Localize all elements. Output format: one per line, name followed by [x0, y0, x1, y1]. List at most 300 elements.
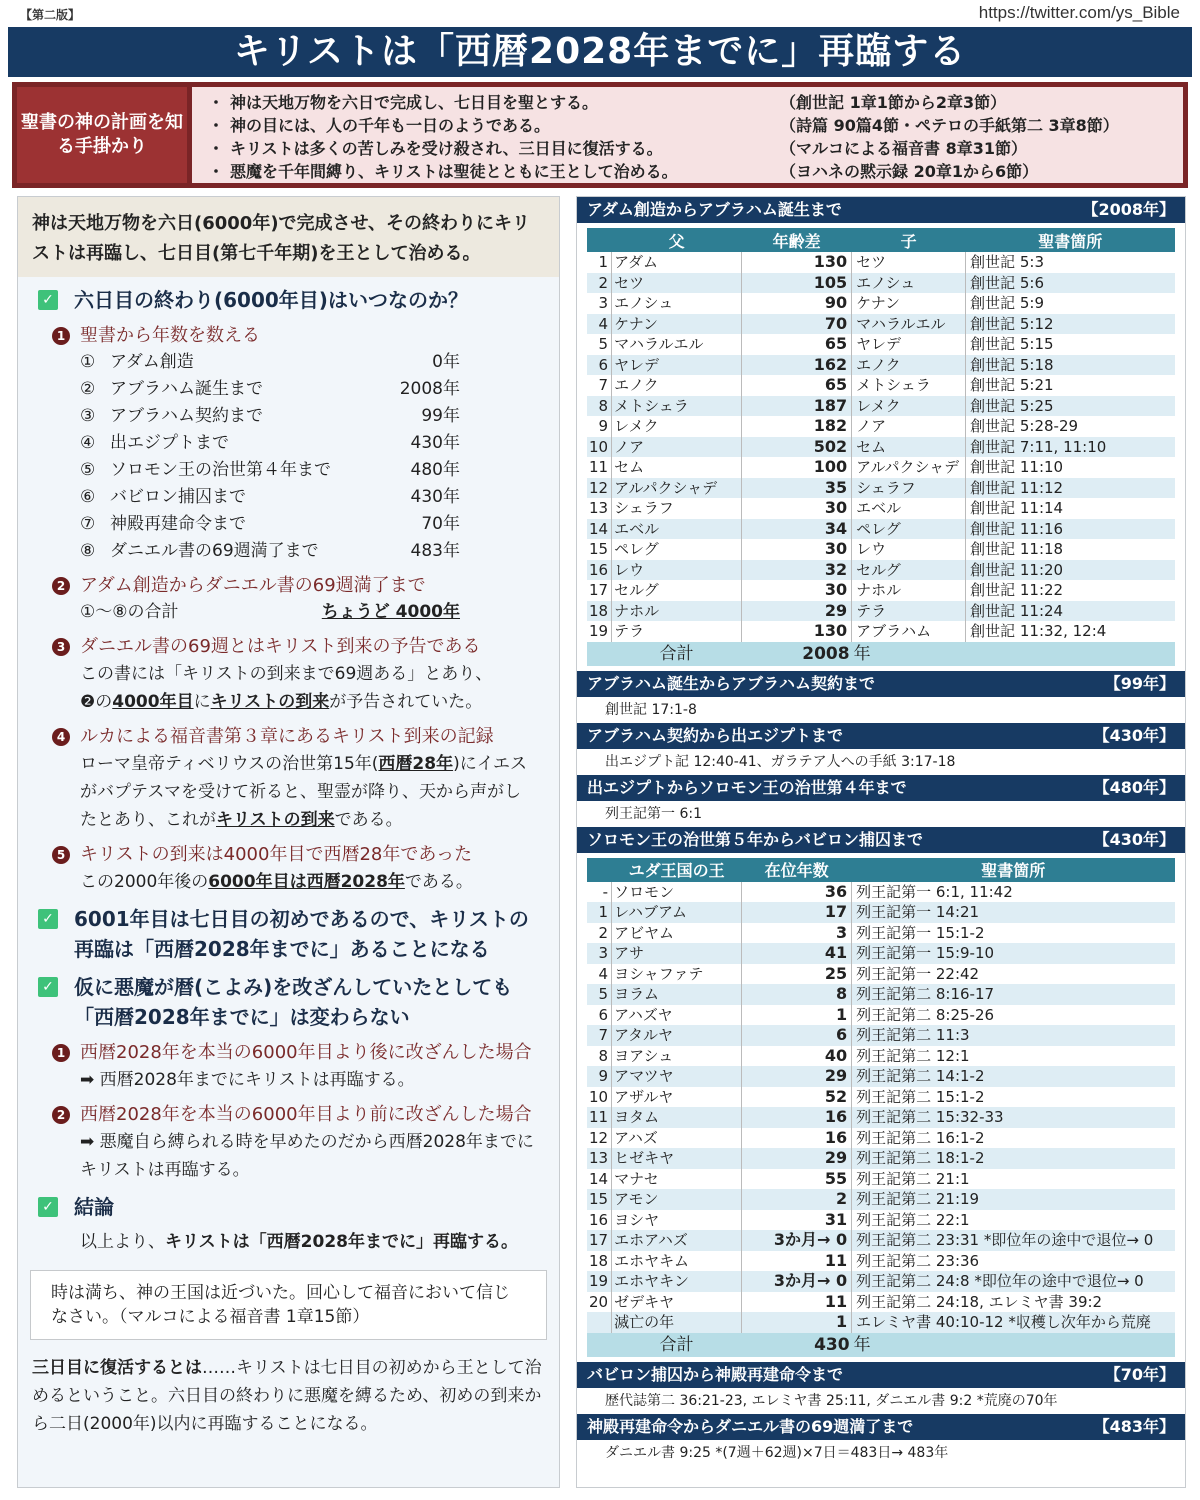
- section-header: [577, 723, 1185, 749]
- scripture-reference: 列王記第一 14:21: [852, 902, 1175, 923]
- key-point-item: [208, 137, 1167, 160]
- king-name: レハブアム: [612, 902, 742, 923]
- row-number: 4: [587, 964, 612, 985]
- age-difference: 100: [742, 457, 852, 478]
- reign-years: 17: [742, 902, 852, 923]
- section-years: 【480年】: [1093, 777, 1175, 797]
- scripture-reference: 列王記第二 15:32-33: [852, 1107, 1175, 1128]
- age-difference: 182: [742, 416, 852, 437]
- child-name: マハラルエル: [852, 314, 966, 335]
- section-reference: 歴代誌第二 36:21-23, エレミヤ書 25:11, ダニエル書 9:2 *荒廃の70年: [605, 1392, 1058, 1409]
- scripture-reference: 列王記第二 21:19: [852, 1189, 1175, 1210]
- scripture-reference: 創世記 5:12: [966, 314, 1175, 335]
- table-row: [587, 293, 1175, 314]
- row-number: [587, 1312, 612, 1333]
- king-name: 滅亡の年: [612, 1312, 742, 1333]
- father-name: ナホル: [612, 601, 742, 622]
- age-difference: 162: [742, 355, 852, 376]
- question-heading: ✓ 仮に悪魔が暦(こよみ)を改ざんしていたとしても「西暦2028年までに」は変わらない: [30, 972, 547, 1032]
- point-text: この書には「キリストの到来まで69週ある」とあり、 ❷の4000年目にキリストの到来が予告されていた。: [80, 664, 493, 712]
- conclusion-text: 以上より、キリストは「西暦2028年までに」再臨する。: [80, 1232, 518, 1252]
- row-number: 6: [587, 355, 612, 376]
- scripture-reference: 創世記 5:18: [966, 355, 1175, 376]
- king-name: アザルヤ: [614, 1087, 674, 1106]
- child-name: ノア: [852, 416, 966, 437]
- step-label: バビロン捕囚まで: [110, 487, 246, 507]
- age-difference: 29: [742, 601, 852, 622]
- point-heading: 5 キリストの到来は4000年目で西暦28年であった: [52, 842, 547, 868]
- point-heading: 4 ルカによる福音書第３章にあるキリスト到来の記録: [52, 724, 547, 750]
- step-value: 70年: [421, 514, 460, 534]
- step-label: アダム創造: [110, 352, 194, 372]
- table-row: [587, 1066, 1175, 1087]
- checkbox-icon: ✓: [38, 290, 58, 310]
- table-row: [587, 519, 1175, 540]
- year-step: [80, 376, 460, 403]
- lead-statement: 神は天地万物を六日(6000年)で完成させ、その終わりにキリストは再臨し、七日目(第七千年期)を王として治める。: [18, 197, 559, 277]
- row-number: 13: [587, 498, 612, 519]
- table-row: [587, 943, 1175, 964]
- table-header: 父: [612, 228, 742, 252]
- king-name: ヨラム: [612, 984, 742, 1005]
- scripture-reference: 創世記 5:21: [970, 376, 1054, 395]
- section-title: アダム創造からアブラハム誕生まで: [587, 200, 842, 219]
- table-row: [587, 964, 1175, 985]
- year-step: [80, 457, 460, 484]
- father-name: ペレグ: [614, 540, 659, 559]
- scripture-reference: 列王記第二 16:1-2: [856, 1128, 985, 1147]
- key-point-text: キリストは多くの苦しみを受け殺され、三日目に復活する。: [230, 139, 663, 158]
- age-difference: 130: [742, 621, 852, 642]
- father-name: ノア: [612, 437, 742, 458]
- table-row: [587, 416, 1175, 437]
- king-name: エホヤキン: [612, 1271, 742, 1292]
- section-header: [577, 671, 1185, 697]
- child-name: メトシェラ: [852, 375, 966, 396]
- scripture-reference: 創世記 5:25: [966, 396, 1175, 417]
- checkbox-icon: ✓: [38, 909, 58, 929]
- child-name: ペレグ: [852, 519, 966, 540]
- scripture-reference: 列王記第二 12:1: [856, 1046, 970, 1065]
- table-row: [587, 1087, 1175, 1108]
- father-name: エノシュ: [614, 294, 674, 313]
- scripture-reference: 列王記第二 23:36: [856, 1251, 980, 1270]
- table-row: [587, 498, 1175, 519]
- kings-table: [587, 858, 1175, 1357]
- child-name: ヤレデ: [852, 334, 966, 355]
- section-title: ソロモン王の治世第５年からバビロン捕囚まで: [587, 829, 924, 849]
- table-header: 在位年数: [742, 858, 852, 882]
- scripture-reference: 創世記 11:10: [970, 458, 1064, 477]
- age-difference: 187: [742, 396, 852, 417]
- king-name: アモン: [612, 1189, 742, 1210]
- closing-note: 三日目に復活するとは……キリストは七日目の初めから王として治めるということ。六日目の終わりに悪魔を縛るため、初めの到来から二日(2000年)以内に再臨することになる。: [32, 1358, 542, 1434]
- year-steps-list: [30, 349, 547, 565]
- table-header: 聖書箇所: [966, 228, 1175, 252]
- child-name: ナホル: [852, 580, 966, 601]
- row-number: 19: [587, 621, 612, 642]
- scripture-reference: 創世記 11:12: [966, 478, 1175, 499]
- row-number: 5: [587, 334, 612, 355]
- step-value: 430年: [410, 433, 460, 453]
- child-name: エノク: [852, 355, 966, 376]
- row-number: 3: [587, 943, 612, 964]
- scripture-reference: 列王記第一 15:1-2: [856, 923, 985, 942]
- reign-years: 8: [742, 984, 852, 1005]
- table-header: [587, 228, 612, 252]
- scripture-reference: 列王記第二 24:18, エレミヤ書 39:2: [856, 1292, 1103, 1311]
- reign-years: 36: [742, 882, 852, 903]
- section-title: アブラハム契約から出エジプトまで: [587, 725, 844, 745]
- number-5-icon: 5: [52, 846, 70, 864]
- total-label: 合計: [612, 642, 742, 666]
- scripture-reference: 創世記 11:20: [966, 560, 1175, 581]
- bullet-icon: ・: [208, 93, 225, 112]
- patriarch-table: [587, 228, 1175, 666]
- father-name: ケナン: [612, 314, 742, 335]
- scripture-reference: 創世記 11:14: [970, 499, 1064, 518]
- reign-years: 25: [742, 964, 852, 985]
- step-number: ⑥: [80, 487, 96, 507]
- total-row: [587, 642, 1175, 666]
- step-value: 2008年: [399, 379, 460, 399]
- right-column: [576, 196, 1186, 1488]
- section-title: バビロン捕囚から神殿再建命令まで: [587, 1364, 844, 1384]
- table-header: 子: [852, 228, 966, 252]
- father-name: セルグ: [614, 581, 659, 600]
- point-heading: 1 聖書から年数を数える: [52, 323, 547, 349]
- reign-years: 11: [742, 1292, 852, 1313]
- step-number: ⑤: [80, 460, 96, 480]
- year-step: [80, 484, 460, 511]
- section-years: 【483年】: [1093, 1416, 1175, 1436]
- row-number: 1: [587, 902, 612, 923]
- reign-years: 55: [742, 1169, 852, 1190]
- section-years: 【430年】: [1093, 725, 1175, 745]
- year-step: [80, 538, 460, 565]
- checkbox-icon: ✓: [38, 1197, 58, 1217]
- child-name: セルグ: [852, 560, 966, 581]
- age-difference: 65: [742, 334, 852, 355]
- left-column: [17, 196, 560, 1488]
- step-value: 483年: [410, 541, 460, 561]
- child-name: エノシュ: [852, 273, 966, 294]
- step-value: 430年: [410, 487, 460, 507]
- year-step: [80, 511, 460, 538]
- key-point-item: [208, 160, 1167, 183]
- row-number: 10: [587, 1087, 612, 1108]
- scripture-reference: 創世記 11:18: [970, 540, 1064, 559]
- child-name: アルパクシャデ: [852, 457, 966, 478]
- case-heading: 2 西暦2028年を本当の6000年目より前に改ざんした場合: [52, 1102, 547, 1128]
- age-difference: 70: [742, 314, 852, 335]
- reign-years: 31: [742, 1210, 852, 1231]
- king-name: ヨタム: [612, 1107, 742, 1128]
- scripture-reference: 創世記 5:9: [970, 294, 1045, 313]
- reign-years: 1: [742, 1005, 852, 1026]
- scripture-reference: 列王記第二 8:16-17: [852, 984, 1175, 1005]
- king-name: アビヤム: [614, 923, 674, 942]
- row-number: 14: [587, 519, 612, 540]
- key-points-list: [192, 87, 1183, 183]
- row-number: 16: [587, 1210, 612, 1231]
- row-number: 15: [587, 539, 612, 560]
- step-value: 0年: [432, 352, 460, 372]
- step-label: ソロモン王の治世第４年まで: [110, 460, 331, 480]
- key-point-reference: （創世記 1章1節から2章3節）: [780, 93, 1007, 112]
- step-label: 神殿再建命令まで: [110, 514, 246, 534]
- reign-years: 52: [742, 1087, 852, 1108]
- table-row: [587, 580, 1175, 601]
- row-number: 5: [587, 984, 612, 1005]
- section-years: 【430年】: [1093, 829, 1175, 849]
- section-header: [577, 827, 1185, 853]
- step-label: アブラハム契約まで: [110, 406, 263, 426]
- age-difference: 30: [742, 539, 852, 560]
- table-row: [587, 1128, 1175, 1149]
- year-step: [80, 403, 460, 430]
- table-row: [587, 1005, 1175, 1026]
- bullet-icon: ・: [208, 116, 225, 135]
- child-name: セツ: [852, 252, 966, 273]
- table-row: [587, 437, 1175, 458]
- row-number: 17: [587, 1230, 612, 1251]
- child-name: エベル: [852, 498, 966, 519]
- row-number: 12: [587, 478, 612, 499]
- king-name: アハズ: [614, 1128, 658, 1147]
- page-title: キリストは「西暦2028年までに」再臨する: [8, 27, 1192, 77]
- father-name: シェラフ: [614, 499, 674, 518]
- table-row: [587, 1230, 1175, 1251]
- number-2-icon: 2: [52, 577, 70, 595]
- table-header: 聖書箇所: [852, 858, 1175, 882]
- reign-years: 3か月→ 0: [742, 1230, 852, 1251]
- table-row: [587, 478, 1175, 499]
- child-name: シェラフ: [852, 478, 966, 499]
- conclusion-heading: ✓ 結論: [30, 1192, 547, 1222]
- step-number: ⑧: [80, 541, 96, 561]
- step-value: 480年: [410, 460, 460, 480]
- key-point-reference: （マルコによる福音書 8章31節）: [780, 139, 1027, 158]
- section-header: [577, 1362, 1185, 1388]
- child-name: セム: [852, 437, 966, 458]
- father-name: レウ: [612, 560, 742, 581]
- bullet-icon: ・: [208, 162, 225, 181]
- table-row: [587, 1312, 1175, 1333]
- father-name: アダム: [614, 253, 659, 272]
- table-row: [587, 1025, 1175, 1046]
- father-name: アルパクシャデ: [612, 478, 742, 499]
- row-number: 7: [587, 375, 612, 396]
- section-years: 【2008年】: [1082, 200, 1175, 219]
- total-line: ①～⑧の合計 ちょうど 4000年: [80, 599, 460, 626]
- reign-years: 29: [742, 1148, 852, 1169]
- age-difference: 502: [742, 437, 852, 458]
- row-number: 18: [587, 601, 612, 622]
- scripture-reference: 列王記第一 15:9-10: [852, 943, 1175, 964]
- row-number: 11: [587, 457, 612, 478]
- key-point-text: 悪魔を千年間縛り、キリストは聖徒とともに王として治める。: [230, 162, 678, 181]
- age-difference: 35: [742, 478, 852, 499]
- scripture-quote: 時は満ち、神の王国は近づいた。回心して福音において信じなさい。（マルコによる福音書 1章15節）: [30, 1270, 547, 1340]
- reign-years: 1: [742, 1312, 852, 1333]
- scripture-reference: 創世記 5:6: [966, 273, 1175, 294]
- section-title: 神殿再建命令からダニエル書の69週満了まで: [587, 1416, 914, 1436]
- total-row: [587, 1333, 1175, 1357]
- row-number: 10: [587, 437, 612, 458]
- scripture-reference: 列王記第二 18:1-2: [852, 1148, 1175, 1169]
- row-number: 7: [587, 1025, 612, 1046]
- row-number: 15: [587, 1189, 612, 1210]
- bullet-icon: ・: [208, 139, 225, 158]
- section-title: 出エジプトからソロモン王の治世第４年まで: [587, 777, 907, 797]
- total-value: ちょうど 4000年: [321, 602, 460, 622]
- section-reference: 出エジプト記 12:40-41、ガラテア人への手紙 3:17-18: [605, 753, 956, 770]
- scripture-reference: 列王記第一 6:1, 11:42: [856, 882, 1013, 901]
- table-row: [587, 314, 1175, 335]
- scripture-reference: 列王記第二 14:1-2: [852, 1066, 1175, 1087]
- king-name: アタルヤ: [612, 1025, 742, 1046]
- row-number: 19: [587, 1271, 612, 1292]
- father-name: セム: [614, 458, 645, 477]
- scripture-reference: 創世記 7:11, 11:10: [966, 437, 1175, 458]
- row-number: 13: [587, 1148, 612, 1169]
- scripture-reference: 列王記第二 24:8 *即位年の途中で退位→ 0: [852, 1271, 1175, 1292]
- row-number: 18: [587, 1251, 612, 1272]
- reign-years: 16: [742, 1107, 852, 1128]
- reign-years: 11: [742, 1251, 852, 1272]
- checkbox-icon: ✓: [38, 977, 58, 997]
- section-reference: 列王記第一 6:1: [605, 805, 702, 822]
- case-text: ➡ 西暦2028年までにキリストは再臨する。: [80, 1070, 415, 1090]
- king-name: マナセ: [614, 1169, 659, 1188]
- king-name: ヨアシュ: [614, 1046, 674, 1065]
- scripture-reference: 創世記 5:3: [970, 253, 1045, 272]
- table-row: [587, 1148, 1175, 1169]
- father-name: セツ: [612, 273, 742, 294]
- scripture-reference: エレミヤ書 40:10-12 *収穫し次年から荒廃: [852, 1312, 1175, 1333]
- scripture-reference: 列王記第一 22:42: [856, 964, 980, 983]
- step-number: ⑦: [80, 514, 96, 534]
- edition-label: 【第二版】: [20, 8, 81, 22]
- table-row: [587, 1107, 1175, 1128]
- row-number: 8: [587, 396, 612, 417]
- table-row: [587, 882, 1175, 903]
- step-label: アブラハム誕生まで: [110, 379, 263, 399]
- key-point-item: [208, 114, 1167, 137]
- table-row: [587, 539, 1175, 560]
- row-number: 14: [587, 1169, 612, 1190]
- child-name: ケナン: [852, 293, 966, 314]
- table-row: [587, 396, 1175, 417]
- key-point-text: 神は天地万物を六日で完成し、七日目を聖とする。: [230, 93, 599, 112]
- reign-years: 3: [742, 923, 852, 944]
- child-name: アブラハム: [852, 621, 966, 642]
- table-row: [587, 273, 1175, 294]
- child-name: レメク: [852, 396, 966, 417]
- father-name: メトシェラ: [612, 396, 742, 417]
- total-label: 合計: [612, 1333, 742, 1357]
- father-name: エベル: [612, 519, 742, 540]
- king-name: エホアハズ: [612, 1230, 742, 1251]
- table-row: [587, 1292, 1175, 1313]
- row-number: 9: [587, 1066, 612, 1087]
- point-text: ローマ皇帝ティベリウスの治世第15年(西暦28年)にイエスがバプテスマを受けて祈ると、聖霊が降り、天から声がしたとあり、これがキリストの到来である。: [80, 754, 528, 830]
- table-row: [587, 902, 1175, 923]
- table-row: [587, 923, 1175, 944]
- scripture-reference: 創世記 11:32, 12:4: [970, 622, 1107, 641]
- row-number: 3: [587, 293, 612, 314]
- section-reference: 創世記 17:1-8: [605, 701, 697, 718]
- child-name: レウ: [852, 539, 966, 560]
- king-name: ソロモン: [614, 882, 675, 901]
- age-difference: 34: [742, 519, 852, 540]
- section-years: 【99年】: [1104, 673, 1175, 693]
- row-number: 6: [587, 1005, 612, 1026]
- total-unit: 年: [852, 642, 1175, 666]
- table-row: [587, 621, 1175, 642]
- scripture-reference: 列王記第二 21:1: [856, 1169, 970, 1188]
- scripture-reference: 創世記 5:28-29: [970, 417, 1079, 436]
- reign-years: 6: [742, 1025, 852, 1046]
- step-number: ①: [80, 352, 96, 372]
- age-difference: 130: [742, 252, 852, 273]
- row-number: -: [587, 882, 612, 903]
- table-row: [587, 1169, 1175, 1190]
- table-row: [587, 984, 1175, 1005]
- twitter-url[interactable]: https://twitter.com/ys_Bible: [978, 3, 1180, 22]
- case-heading: 1 西暦2028年を本当の6000年目より後に改ざんした場合: [52, 1040, 547, 1066]
- point-heading: 3 ダニエル書の69週とはキリスト到来の予告である: [52, 634, 547, 660]
- section-reference: ダニエル書 9:25 *(7週＋62週)×7日＝483日→ 483年: [605, 1444, 949, 1461]
- section-title: アブラハム誕生からアブラハム契約まで: [587, 673, 876, 693]
- king-name: ヨシャファテ: [614, 964, 704, 983]
- step-value: 99年: [421, 406, 460, 426]
- king-name: ヒゼキヤ: [612, 1148, 742, 1169]
- reign-years: 2: [742, 1189, 852, 1210]
- reign-years: 40: [742, 1046, 852, 1067]
- table-row: [587, 334, 1175, 355]
- father-name: エノク: [614, 376, 659, 395]
- king-name: ゼデキヤ: [614, 1292, 675, 1311]
- table-row: [587, 1189, 1175, 1210]
- row-number: 8: [587, 1046, 612, 1067]
- table-header: [587, 858, 612, 882]
- age-difference: 105: [742, 273, 852, 294]
- row-number: 9: [587, 416, 612, 437]
- row-number: 1: [587, 252, 612, 273]
- step-number: ③: [80, 406, 96, 426]
- section-header: [577, 775, 1185, 801]
- reign-years: 16: [742, 1128, 852, 1149]
- table-row: [587, 457, 1175, 478]
- number-1-icon: 1: [52, 327, 70, 345]
- scripture-reference: 列王記第二 15:1-2: [856, 1087, 985, 1106]
- row-number: 2: [587, 923, 612, 944]
- table-row: [587, 601, 1175, 622]
- king-name: アハズヤ: [614, 1005, 673, 1024]
- row-number: 20: [587, 1292, 612, 1313]
- scripture-reference: 列王記第二 8:25-26: [856, 1005, 995, 1024]
- table-row: [587, 355, 1175, 376]
- father-name: ヤレデ: [612, 355, 742, 376]
- reign-years: 41: [742, 943, 852, 964]
- total-unit: 年: [852, 1333, 1175, 1357]
- table-row: [587, 1271, 1175, 1292]
- key-point-item: [208, 91, 1167, 114]
- row-number: 2: [587, 273, 612, 294]
- point-text: この2000年後の6000年目は西暦2028年である。: [80, 872, 473, 892]
